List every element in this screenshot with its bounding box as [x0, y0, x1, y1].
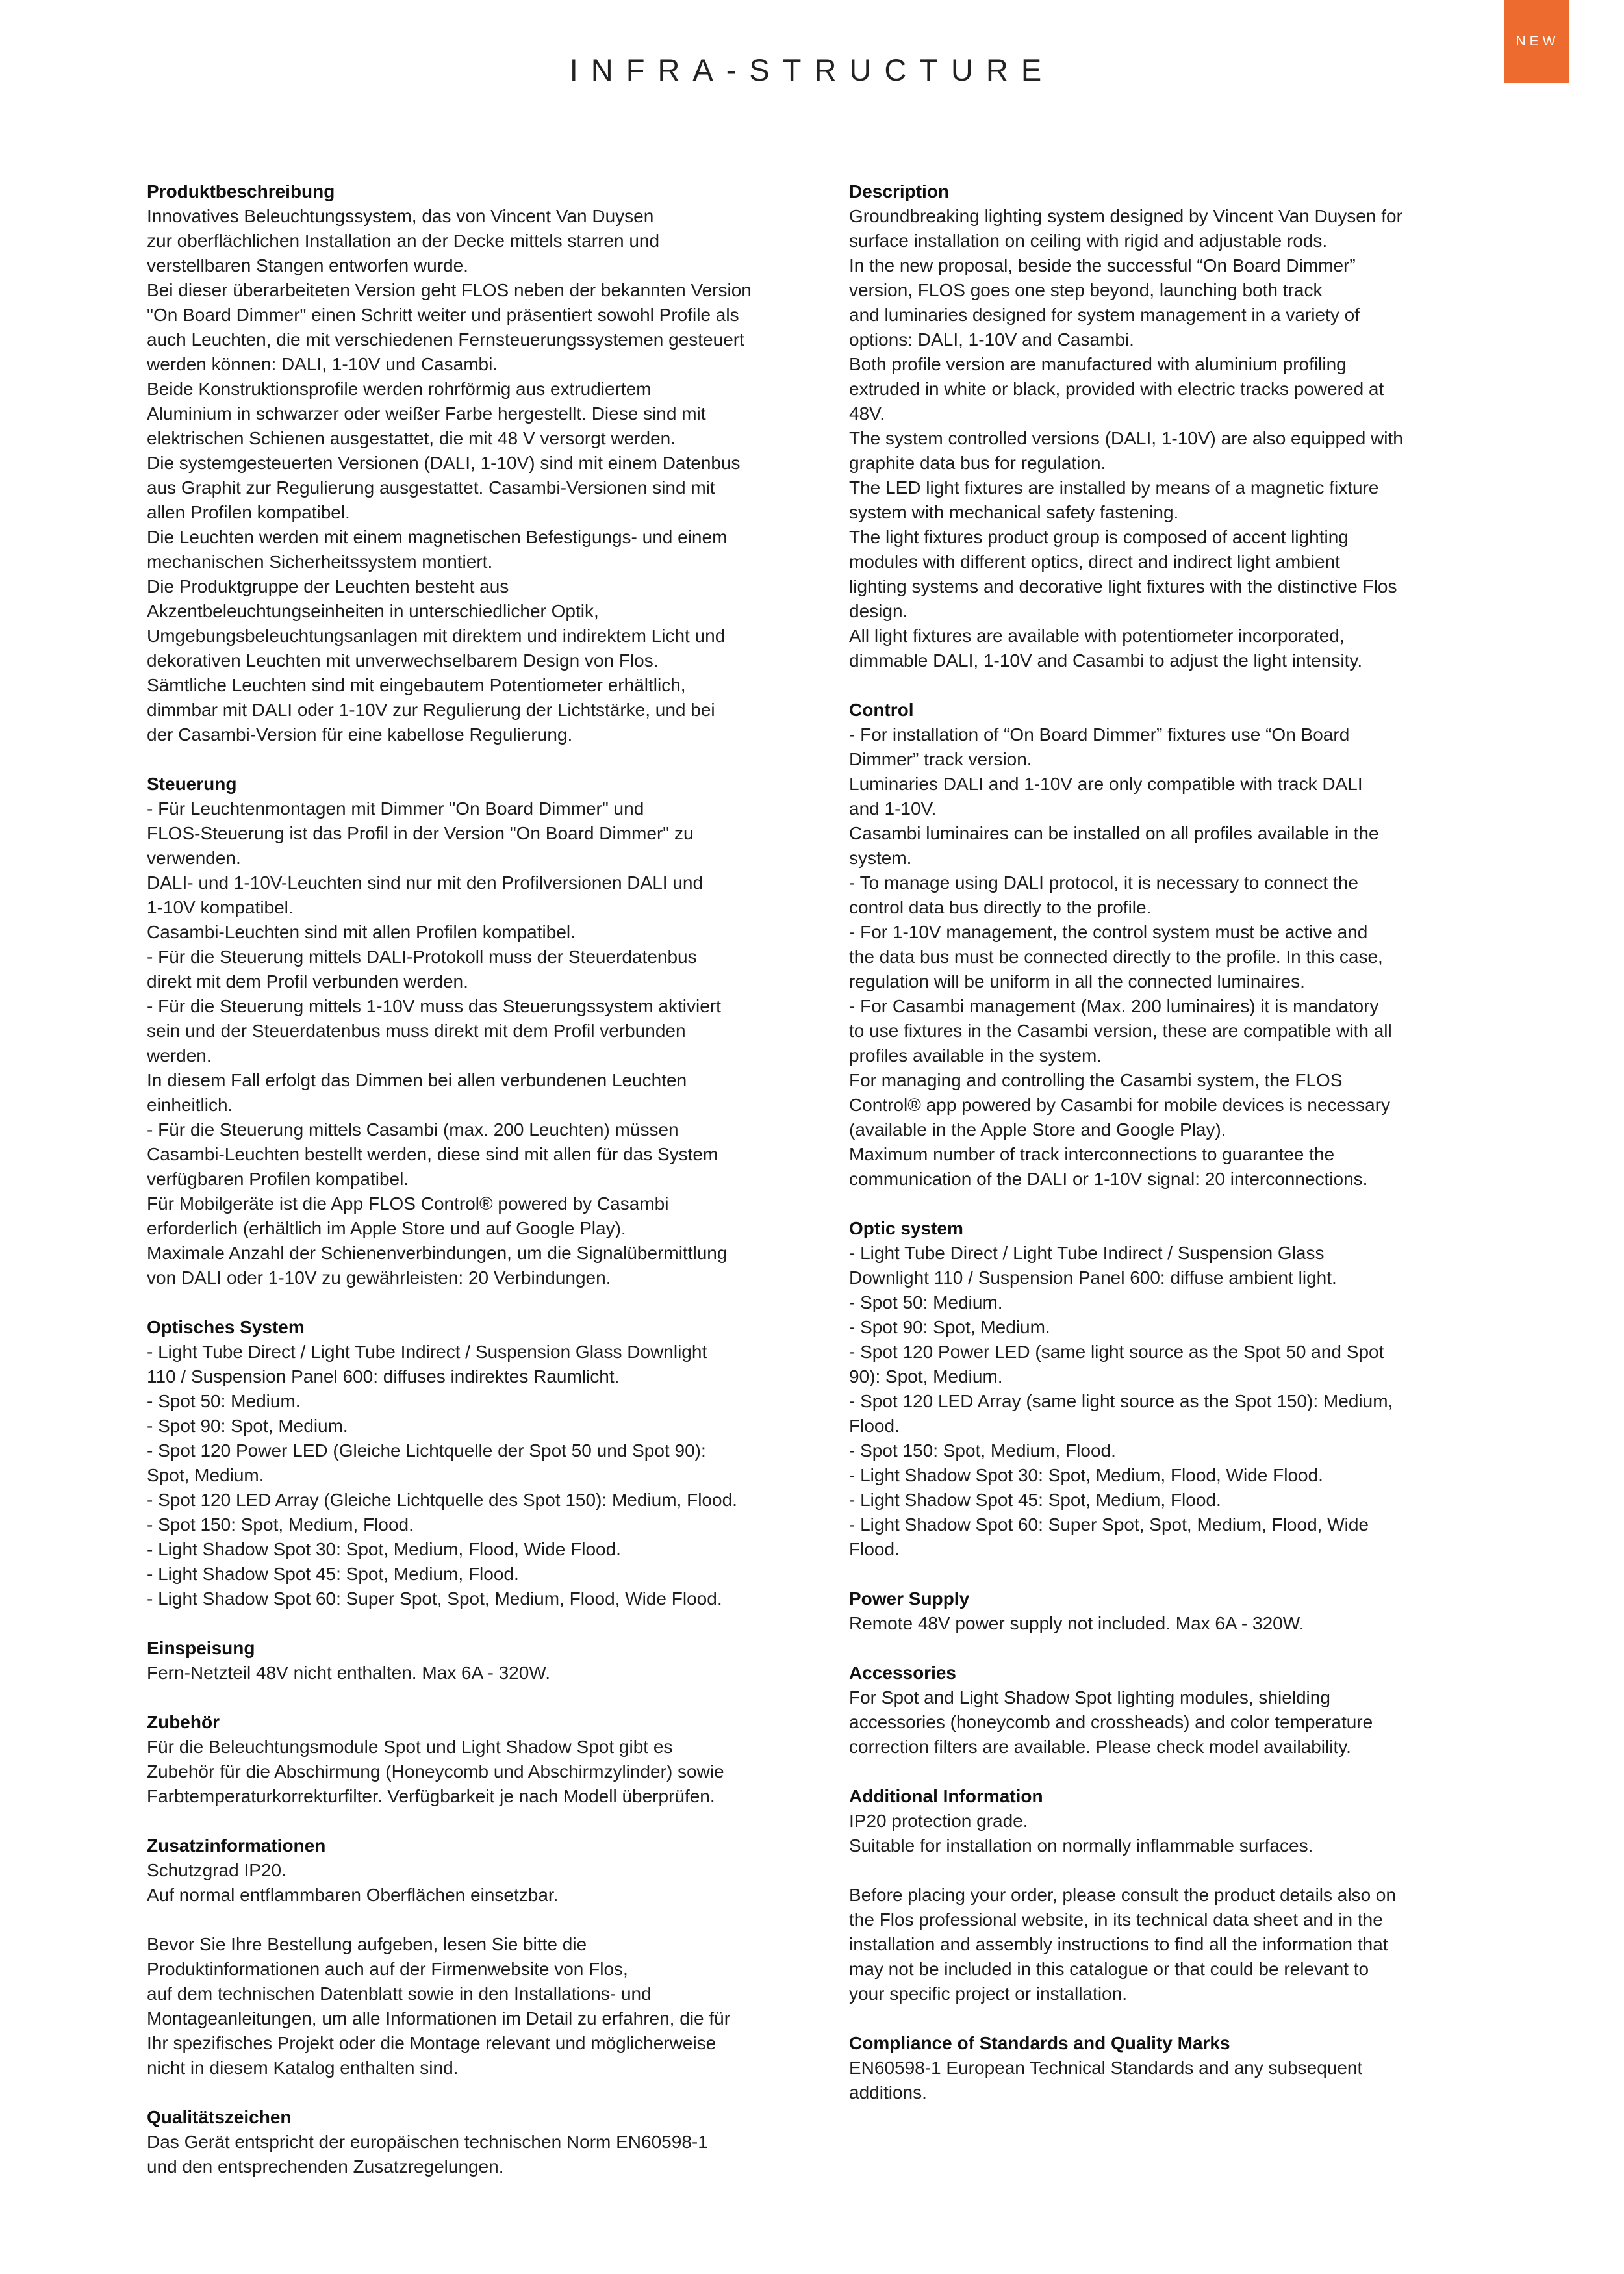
text-line: - For Casambi management (Max. 200 luminaires) it is mandatory [849, 996, 1379, 1016]
text-line: version, FLOS goes one step beyond, launching both track [849, 280, 1323, 300]
text-line: For Spot and Light Shadow Spot lighting modules, shielding [849, 1687, 1330, 1707]
text-line: EN60598-1 European Technical Standards and any subsequent [849, 2058, 1363, 2078]
text-line: der Casambi-Version für eine kabellose Regulierung. [147, 724, 573, 745]
text-line: lighting systems and decorative light fixtures with the distinctive Flos [849, 576, 1397, 596]
text-line: verwenden. [147, 848, 241, 868]
text-line: In diesem Fall erfolgt das Dimmen bei allen verbundenen Leuchten [147, 1070, 687, 1090]
text-line: Schutzgrad IP20. [147, 1860, 286, 1880]
section-heading: Optisches System [147, 1317, 305, 1337]
text-line: Control® app powered by Casambi for mobile devices is necessary [849, 1095, 1391, 1115]
section-produktbeschreibung [147, 179, 809, 747]
text-line: Produktinformationen auch auf der Firmenwebsite von Flos, [147, 1959, 628, 1979]
text-line: dimmbar mit DALI oder 1-10V zur Regulierung der Lichtstärke, und bei [147, 700, 715, 720]
text-line: Die Leuchten werden mit einem magnetischen Befestigungs- und einem [147, 527, 728, 547]
text-line: Maximum number of track interconnections to guarantee the [849, 1144, 1335, 1164]
text-line: may not be included in this catalogue or that could be relevant to [849, 1959, 1369, 1979]
text-line: dimmable DALI, 1-10V and Casambi to adjust the light intensity. [849, 650, 1363, 671]
text-line: Die systemgesteuerten Versionen (DALI, 1-10V) sind mit einem Datenbus [147, 453, 741, 473]
text-line: The light fixtures product group is composed of accent lighting [849, 527, 1349, 547]
section-heading: Zusatzinformationen [147, 1835, 326, 1856]
text-line: IP20 protection grade. [849, 1811, 1028, 1831]
text-line: system. [849, 848, 912, 868]
text-line: additions. [849, 2082, 927, 2102]
section-compliance-of-standards-and-quality-marks [849, 2031, 1512, 2105]
text-line: graphite data bus for regulation. [849, 453, 1106, 473]
text-line: verfügbaren Profilen kompatibel. [147, 1169, 409, 1189]
section-heading: Description [849, 181, 950, 201]
text-line: - Spot 50: Medium. [849, 1292, 1003, 1312]
text-line: accessories (honeycomb and crossheads) and color temperature [849, 1712, 1373, 1732]
text-line: Umgebungsbeleuchtungsanlagen mit direktem und indirektem Licht und [147, 626, 726, 646]
text-line: Flood. [849, 1539, 900, 1559]
text-line: Montageanleitungen, um alle Informationen im Detail zu erfahren, die für [147, 2008, 731, 2028]
text-line: - Light Shadow Spot 30: Spot, Medium, Flood, Wide Flood. [849, 1465, 1323, 1485]
text-line: (available in the Apple Store and Google Play). [849, 1119, 1226, 1140]
text-line: Ihr spezifisches Projekt oder die Montage relevant und möglicherweise [147, 2033, 717, 2053]
text-line: Casambi luminaires can be installed on all profiles available in the [849, 823, 1379, 843]
text-line: extruded in white or black, provided with electric tracks powered at [849, 379, 1384, 399]
text-line: einheitlich. [147, 1095, 233, 1115]
text-line: For managing and controlling the Casambi system, the FLOS [849, 1070, 1343, 1090]
section-power-supply [849, 1587, 1512, 1636]
text-line: - Spot 150: Spot, Medium, Flood. [849, 1440, 1116, 1461]
text-line: sein und der Steuerdatenbus muss direkt mit dem Profil verbunden [147, 1021, 686, 1041]
text-line: Casambi-Leuchten sind mit allen Profilen kompatibel. [147, 922, 576, 942]
section-heading: Einspeisung [147, 1638, 255, 1658]
text-line: - Light Tube Direct / Light Tube Indirect / Suspension Glass Downlight [147, 1342, 707, 1362]
text-line: werden. [147, 1045, 212, 1066]
text-line: surface installation on ceiling with rigid and adjustable rods. [849, 231, 1328, 251]
paragraph-spacer [147, 1908, 809, 1932]
text-line: control data bus directly to the profile. [849, 897, 1152, 917]
text-line: - Spot 120 Power LED (same light source as the Spot 50 and Spot [849, 1342, 1384, 1362]
section-description [849, 179, 1512, 673]
text-line: Both profile version are manufactured with aluminium profiling [849, 354, 1347, 374]
text-line: 90): Spot, Medium. [849, 1366, 1003, 1386]
text-line: Suitable for installation on normally inflammable surfaces. [849, 1835, 1313, 1856]
text-line: Groundbreaking lighting system designed by Vincent Van Duysen for [849, 206, 1402, 226]
text-line: installation and assembly instructions to find all the information that [849, 1934, 1388, 1954]
section-heading: Control [849, 700, 914, 720]
text-line: - To manage using DALI protocol, it is necessary to connect the [849, 873, 1358, 893]
section-qualitaetszeichen [147, 2105, 809, 2179]
paragraph-spacer [849, 1858, 1512, 1883]
text-line: The system controlled versions (DALI, 1-10V) are also equipped with [849, 428, 1403, 448]
text-line: design. [849, 601, 908, 621]
text-line: Das Gerät entspricht der europäischen technischen Norm EN60598-1 [147, 2132, 708, 2152]
text-line: - Spot 90: Spot, Medium. [849, 1317, 1050, 1337]
text-line: Für Mobilgeräte ist die App FLOS Control® powered by Casambi [147, 1194, 669, 1214]
text-line: Farbtemperaturkorrekturfilter. Verfügbarkeit je nach Modell überprüfen. [147, 1786, 715, 1806]
text-line: 48V. [849, 403, 885, 424]
text-line: All light fixtures are available with potentiometer incorporated, [849, 626, 1345, 646]
text-line: - Light Shadow Spot 45: Spot, Medium, Flood. [849, 1490, 1221, 1510]
section-zubehoer [147, 1710, 809, 1809]
text-line: Aluminium in schwarzer oder weißer Farbe hergestellt. Diese sind mit [147, 403, 706, 424]
section-steuerung [147, 772, 809, 1290]
text-line: DALI- und 1-10V-Leuchten sind nur mit den Profilversionen DALI und [147, 873, 704, 893]
text-line: dekorativen Leuchten mit unverwechselbarem Design von Flos. [147, 650, 659, 671]
text-line: Bei dieser überarbeiteten Version geht FLOS neben der bekannten Version [147, 280, 752, 300]
text-line: Sämtliche Leuchten sind mit eingebautem Potentiometer erhältlich, [147, 675, 686, 695]
text-line: The LED light fixtures are installed by means of a magnetic fixture [849, 478, 1379, 498]
text-line: - Für die Steuerung mittels 1-10V muss das Steuerungssystem aktiviert [147, 996, 721, 1016]
text-line: Bevor Sie Ihre Bestellung aufgeben, lesen Sie bitte die [147, 1934, 587, 1954]
text-line: - Spot 120 LED Array (Gleiche Lichtquelle des Spot 150): Medium, Flood. [147, 1490, 737, 1510]
section-optisches-system [147, 1315, 809, 1611]
section-additional-information [849, 1784, 1512, 2006]
text-line: "On Board Dimmer" einen Schritt weiter und präsentiert sowohl Profile als [147, 305, 739, 325]
section-heading: Optic system [849, 1218, 963, 1238]
text-line: Auf normal entflammbaren Oberflächen einsetzbar. [147, 1885, 559, 1905]
text-line: In the new proposal, beside the successful “On Board Dimmer” [849, 255, 1356, 275]
text-line: - For installation of “On Board Dimmer” fixtures use “On Board [849, 724, 1350, 745]
text-line: direkt mit dem Profil verbunden werden. [147, 971, 468, 991]
text-line: 1-10V kompatibel. [147, 897, 294, 917]
text-line: Luminaries DALI and 1-10V are only compatible with track DALI [849, 774, 1363, 794]
section-heading: Accessories [849, 1663, 957, 1683]
text-line: - Für Leuchtenmontagen mit Dimmer "On Board Dimmer" und [147, 798, 644, 819]
text-line: your specific project or installation. [849, 1984, 1127, 2004]
text-line: correction filters are available. Please check model availability. [849, 1737, 1351, 1757]
text-line: Before placing your order, please consult the product details also on [849, 1885, 1397, 1905]
text-line: - Light Shadow Spot 45: Spot, Medium, Flood. [147, 1564, 519, 1584]
text-line: Fern-Netzteil 48V nicht enthalten. Max 6A - 320W. [147, 1663, 550, 1683]
text-line: modules with different optics, direct and indirect light ambient [849, 552, 1340, 572]
text-line: 110 / Suspension Panel 600: diffuses indirektes Raumlicht. [147, 1366, 620, 1386]
text-line: system with mechanical safety fastening. [849, 502, 1179, 522]
text-line: von DALI oder 1-10V zu gewährleisten: 20 Verbindungen. [147, 1268, 611, 1288]
text-line: - Light Shadow Spot 60: Super Spot, Spot, Medium, Flood, Wide Flood. [147, 1589, 722, 1609]
text-line: Remote 48V power supply not included. Max 6A - 320W. [849, 1613, 1304, 1633]
text-line: - Für die Steuerung mittels DALI-Protokoll muss der Steuerdatenbus [147, 947, 697, 967]
text-line: werden können: DALI, 1-10V und Casambi. [147, 354, 498, 374]
text-line: and 1-10V. [849, 798, 937, 819]
text-line: Maximale Anzahl der Schienenverbindungen, um die Signalübermittlung [147, 1243, 728, 1263]
text-line: - Light Shadow Spot 60: Super Spot, Spot, Medium, Flood, Wide [849, 1514, 1369, 1535]
new-badge: NEW [1504, 0, 1569, 83]
text-line: Zubehör für die Abschirmung (Honeycomb und Abschirmzylinder) sowie [147, 1761, 724, 1782]
section-heading: Power Supply [849, 1589, 970, 1609]
text-line: Akzentbeleuchtungseinheiten in unterschiedlicher Optik, [147, 601, 599, 621]
text-line: Downlight 110 / Suspension Panel 600: diffuse ambient light. [849, 1268, 1337, 1288]
text-line: - Spot 150: Spot, Medium, Flood. [147, 1514, 414, 1535]
text-line: nicht in diesem Katalog enthalten sind. [147, 2058, 459, 2078]
text-line: the data bus must be connected directly to the profile. In this case, [849, 947, 1383, 967]
text-line: - Spot 90: Spot, Medium. [147, 1416, 348, 1436]
section-einspeisung [147, 1636, 809, 1685]
text-line: FLOS-Steuerung ist das Profil in der Version "On Board Dimmer" zu [147, 823, 694, 843]
text-line: communication of the DALI or 1-10V signal: 20 interconnections. [849, 1169, 1368, 1189]
section-heading: Additional Information [849, 1786, 1043, 1806]
section-heading: Zubehör [147, 1712, 220, 1732]
text-line: - Light Tube Direct / Light Tube Indirect / Suspension Glass [849, 1243, 1325, 1263]
text-line: - Spot 50: Medium. [147, 1391, 301, 1411]
text-line: auch Leuchten, die mit verschiedenen Fernsteuerungssystemen gesteuert [147, 329, 744, 350]
section-accessories [849, 1661, 1512, 1759]
german-column [147, 179, 809, 2204]
text-line: mechanischen Sicherheitssystem montiert. [147, 552, 493, 572]
text-line: - Spot 120 Power LED (Gleiche Lichtquelle der Spot 50 und Spot 90): [147, 1440, 706, 1461]
section-heading: Steuerung [147, 774, 237, 794]
section-optic-system [849, 1216, 1512, 1562]
text-line: Beide Konstruktionsprofile werden rohrförmig aus extrudiertem [147, 379, 652, 399]
section-control [849, 698, 1512, 1192]
text-line: Dimmer” track version. [849, 749, 1032, 769]
text-line: - Für die Steuerung mittels Casambi (max. 200 Leuchten) müssen [147, 1119, 679, 1140]
english-column [849, 179, 1512, 2130]
text-line: Für die Beleuchtungsmodule Spot und Light Shadow Spot gibt es [147, 1737, 673, 1757]
text-line: erforderlich (erhältlich im Apple Store und auf Google Play). [147, 1218, 626, 1238]
text-line: options: DALI, 1-10V and Casambi. [849, 329, 1134, 350]
section-zusatzinformationen [147, 1833, 809, 2080]
text-line: aus Graphit zur Regulierung ausgestattet. Casambi-Versionen sind mit [147, 478, 715, 498]
text-line: auf dem technischen Datenblatt sowie in den Installations- und [147, 1984, 652, 2004]
text-line: elektrischen Schienen ausgestattet, die mit 48 V versorgt werden. [147, 428, 676, 448]
text-line: profiles available in the system. [849, 1045, 1102, 1066]
text-line: Flood. [849, 1416, 900, 1436]
text-line: Spot, Medium. [147, 1465, 264, 1485]
text-line: verstellbaren Stangen entworfen wurde. [147, 255, 468, 275]
section-heading: Produktbeschreibung [147, 181, 335, 201]
text-line: and luminaries designed for system management in a variety of [849, 305, 1360, 325]
section-heading: Compliance of Standards and Quality Marks [849, 2033, 1230, 2053]
text-line: - Light Shadow Spot 30: Spot, Medium, Flood, Wide Flood. [147, 1539, 621, 1559]
text-line: Casambi-Leuchten bestellt werden, diese sind mit allen für das System [147, 1144, 718, 1164]
text-line: the Flos professional website, in its technical data sheet and in the [849, 1910, 1383, 1930]
text-line: Innovatives Beleuchtungssystem, das von Vincent Van Duysen [147, 206, 654, 226]
text-line: to use fixtures in the Casambi version, these are compatible with all [849, 1021, 1392, 1041]
text-line: und den entsprechenden Zusatzregelungen. [147, 2156, 504, 2177]
text-line: - Spot 120 LED Array (same light source as the Spot 150): Medium, [849, 1391, 1393, 1411]
text-line: zur oberflächlichen Installation an der Decke mittels starren und [147, 231, 660, 251]
page-title: INFRA-STRUCTURE [569, 53, 1055, 87]
text-line: regulation will be uniform in all the connected luminaires. [849, 971, 1305, 991]
text-line: Die Produktgruppe der Leuchten besteht aus [147, 576, 509, 596]
text-line: - For 1-10V management, the control system must be active and [849, 922, 1368, 942]
text-line: allen Profilen kompatibel. [147, 502, 350, 522]
section-heading: Qualitätszeichen [147, 2107, 292, 2127]
